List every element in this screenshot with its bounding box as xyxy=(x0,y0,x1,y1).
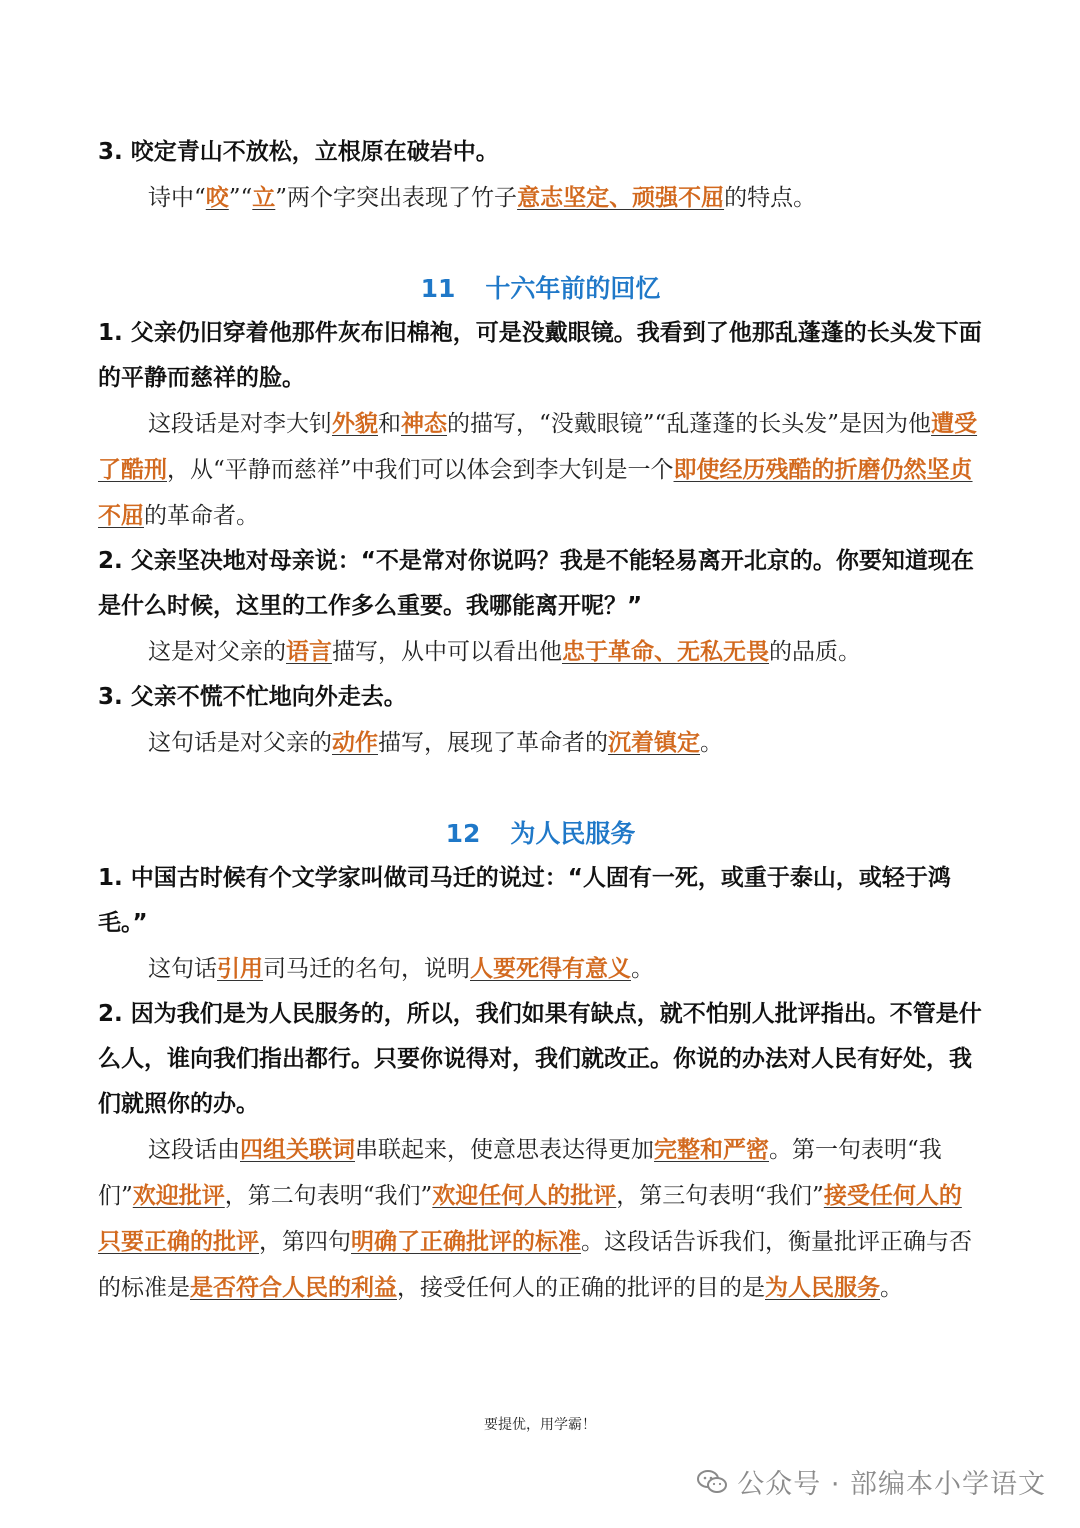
watermark xyxy=(697,1462,1046,1501)
key-phrase: 立 xyxy=(252,184,276,211)
answer-text: 。 xyxy=(631,956,654,982)
answer-text: 这句话是对父亲的 xyxy=(148,730,332,756)
key-phrase: 即使经历残酷的折磨仍然坚贞不屈 xyxy=(98,456,973,529)
key-phrase: 接受任何人的只要正确的批评 xyxy=(98,1182,962,1255)
answer-11-2 xyxy=(98,629,983,675)
answer-text: 。这段话告诉我们，衡量批评正确与否的标准是 xyxy=(98,1229,972,1301)
answer-text: 的特点。 xyxy=(724,185,817,211)
question-12-2: 2. 因为我们是为人民服务的，所以，我们如果有缺点，就不怕别人批评指出。不管是什么人，谁向我们指出都行。只要你说得对，我们就改正。你说的办法对人民有好处，我们就照你的办。 xyxy=(98,1001,982,1117)
answer-text: 描写，展现了革命者的 xyxy=(378,730,608,756)
answer-text: ，从“平静而慈祥”中我们可以体会到李大钊是一个 xyxy=(167,457,674,483)
document-page xyxy=(98,130,983,1311)
lesson-11-title xyxy=(98,266,983,311)
key-phrase: 意志坚定、顽强不屈 xyxy=(517,184,725,211)
question-11-3: 3. 父亲不慌不忙地向外走去。 xyxy=(98,684,407,710)
answer-text: 的描写，“没戴眼镜”“乱蓬蓬的长头发”是因为他 xyxy=(447,411,932,437)
answer-text: 这段话是对李大钊 xyxy=(148,411,332,437)
answer-text: 诗中“ xyxy=(148,185,206,211)
answer-text: 这句话 xyxy=(148,956,217,982)
question-11-2: 2. 父亲坚决地对母亲说：“不是常对你说吗？我是不能轻易离开北京的。你要知道现在是什么时候，这里的工作多么重要。我哪能离开呢？” xyxy=(98,548,974,619)
key-phrase: 完整和严密 xyxy=(654,1136,769,1163)
watermark-text: 公众号 · 部编本小学语文 xyxy=(737,1469,1046,1500)
lesson-title-text: 十六年前的回忆 xyxy=(485,274,661,303)
key-phrase: 引用 xyxy=(217,955,263,982)
key-phrase: 咬 xyxy=(205,184,229,211)
key-phrase: 明确了正确批评的标准 xyxy=(351,1228,581,1255)
key-phrase: 欢迎任何人的批评 xyxy=(432,1182,617,1209)
wechat-icon xyxy=(697,1469,727,1495)
answer-text: 。 xyxy=(700,730,723,756)
answer-text: ”两个字突出表现了竹子 xyxy=(275,185,518,211)
key-phrase: 外貌 xyxy=(332,410,378,437)
answer-s3 xyxy=(98,175,983,221)
key-phrase: 忠于革命、无私无畏 xyxy=(562,638,769,665)
key-phrase: 欢迎批评 xyxy=(132,1182,225,1209)
answer-12-2 xyxy=(98,1127,983,1311)
answer-text: 描写，从中可以看出他 xyxy=(332,639,562,665)
answer-text: ，接受任何人的正确的批评的目的是 xyxy=(397,1275,765,1301)
answer-text: 串联起来，使意思表达得更加 xyxy=(355,1137,654,1163)
question-s3: 3. 咬定青山不放松，立根原在破岩中。 xyxy=(98,139,499,165)
lesson-title-text: 为人民服务 xyxy=(510,819,636,848)
key-phrase: 遭受了酷刑 xyxy=(98,410,978,483)
answer-text: 这是对父亲的 xyxy=(148,639,286,665)
key-phrase: 神态 xyxy=(401,410,447,437)
lesson-12-title xyxy=(98,811,983,856)
answer-text: 这段话由 xyxy=(148,1137,240,1163)
answer-text: 和 xyxy=(378,411,401,437)
answer-text: 的品质。 xyxy=(769,639,861,665)
answer-text: ，第四句 xyxy=(259,1229,351,1255)
key-phrase: 是否符合人民的利益 xyxy=(190,1274,397,1301)
answer-text: 。第一句表明“我们” xyxy=(98,1137,942,1209)
answer-text: 司马迁的名句，说明 xyxy=(263,956,470,982)
answer-12-1 xyxy=(98,946,983,992)
question-11-1: 1. 父亲仍旧穿着他那件灰布旧棉袍，可是没戴眼镜。我看到了他那乱蓬蓬的长头发下面的平静而慈祥的脸。 xyxy=(98,320,982,391)
answer-text: 的革命者。 xyxy=(144,503,259,529)
key-phrase: 为人民服务 xyxy=(765,1274,880,1301)
lesson-number: 12 xyxy=(445,819,481,848)
key-phrase: 人要死得有意义 xyxy=(470,955,631,982)
key-phrase: 四组关联词 xyxy=(240,1136,355,1163)
lesson-number: 11 xyxy=(420,274,456,303)
answer-text: 。 xyxy=(880,1275,903,1301)
question-12-1: 1. 中国古时候有个文学家叫做司马迁的说过：“人固有一死，或重于泰山，或轻于鸿毛。” xyxy=(98,865,951,936)
answer-11-1 xyxy=(98,401,983,539)
answer-11-3 xyxy=(98,720,983,766)
key-phrase: 沉着镇定 xyxy=(608,729,700,756)
answer-text: ”“ xyxy=(228,185,253,211)
key-phrase: 动作 xyxy=(332,729,378,756)
page-footer: 要提优，用学霸！ xyxy=(484,1417,596,1433)
answer-text: ，第二句表明“我们” xyxy=(224,1183,433,1209)
key-phrase: 语言 xyxy=(286,638,332,665)
answer-text: ，第三句表明“我们” xyxy=(616,1183,824,1209)
